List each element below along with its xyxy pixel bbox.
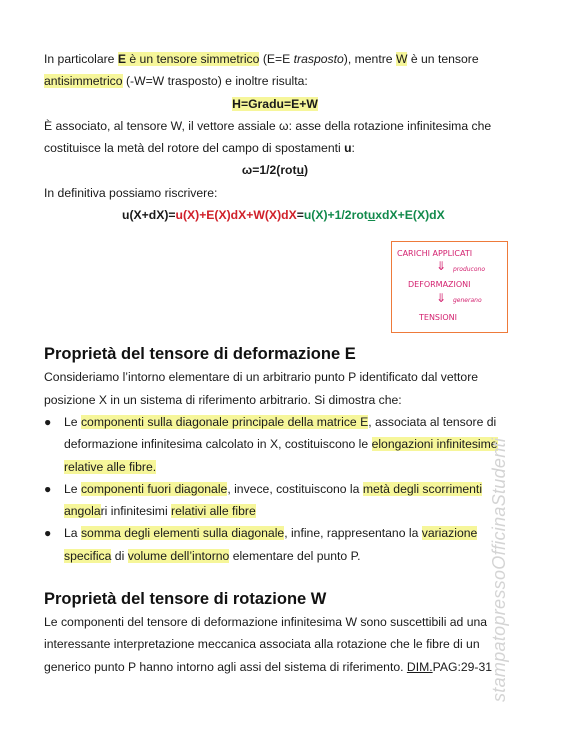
equation-omega: ω=1/2(rotu) bbox=[241, 163, 309, 178]
heading-rotation-tensor: Proprietà del tensore di rotazione W bbox=[44, 590, 327, 609]
paragraph-deformation-intro: Consideriamo l’intorno elementare di un arbitrario punto P identificato dal vettore posizione X in un sistema di riferimento arbitrario. Si dimostra che: bbox=[44, 370, 479, 407]
paragraph-tensors: In particolare E è un tensore simmetrico (E=E trasposto), mentre W è un tensore antisimmetrico (-W=W trasposto) e inoltre risulta: bbox=[44, 52, 479, 89]
watermark: stampatopressoOfficinaStudenti bbox=[489, 437, 509, 702]
list-item: ● Le componenti fuori diagonale, invece, costituiscono la metà degli scorrimenti angolari infinitesimi relativi alle fibre bbox=[44, 478, 506, 523]
heading-deformation-tensor: Proprietà del tensore di deformazione E bbox=[44, 345, 356, 364]
list-item: ● La somma degli elementi sulla diagonale, infine, rappresentano la variazione specifica di volume dell’intorno elementare del punto P. bbox=[44, 522, 506, 567]
property-list bbox=[44, 411, 506, 567]
page-reference: PAG:29-31 bbox=[432, 659, 493, 674]
paragraph-rotation: Le componenti del tensore di deformazione infinitesima W sono suscettibili ad una interessante interpretazione meccanica associata alla rotazione che le fibre di un generico punto P hanno intorno agli assi del sistema di riferimento. DIM.PAG:29-31 bbox=[44, 615, 493, 674]
list-item: ● Le componenti sulla diagonale principale della matrice E, associata al tensore di deformazione infinitesima calcolato in X, costituiscono le elongazioni infinitesime relative alle fibre. bbox=[44, 411, 506, 478]
paragraph-axial-vector: È associato, al tensore W, il vettore assiale ω: asse della rotazione infinitesima che costituisce la metà del rotore del campo di spostamenti u: bbox=[44, 118, 492, 156]
symbol-W: W bbox=[395, 52, 408, 66]
bullet-icon: ● bbox=[44, 526, 52, 541]
symbol-E: E bbox=[117, 52, 126, 66]
equation-gradient: H=Gradu=E+W bbox=[232, 96, 318, 111]
spacer bbox=[44, 567, 506, 587]
paragraph-rewrite: In definitiva possiamo riscrivere: bbox=[44, 185, 218, 200]
arrow-down-icon: ⇓ bbox=[436, 291, 447, 305]
bullet-icon: ● bbox=[44, 414, 52, 429]
handwritten-note: CARICHI APPLICATI ⇓ producono DEFORMAZIONI ⇓ generano TENSIONI bbox=[391, 241, 508, 333]
bullet-icon: ● bbox=[44, 481, 52, 496]
equation-displacement: u(X+dX)=u(X)+E(X)dX+W(X)dX=u(X)+1/2rotuxdX+E(X)dX bbox=[122, 208, 445, 223]
document-body bbox=[44, 48, 506, 678]
dim-reference: DIM. bbox=[406, 659, 433, 674]
arrow-down-icon: ⇓ bbox=[436, 259, 447, 273]
